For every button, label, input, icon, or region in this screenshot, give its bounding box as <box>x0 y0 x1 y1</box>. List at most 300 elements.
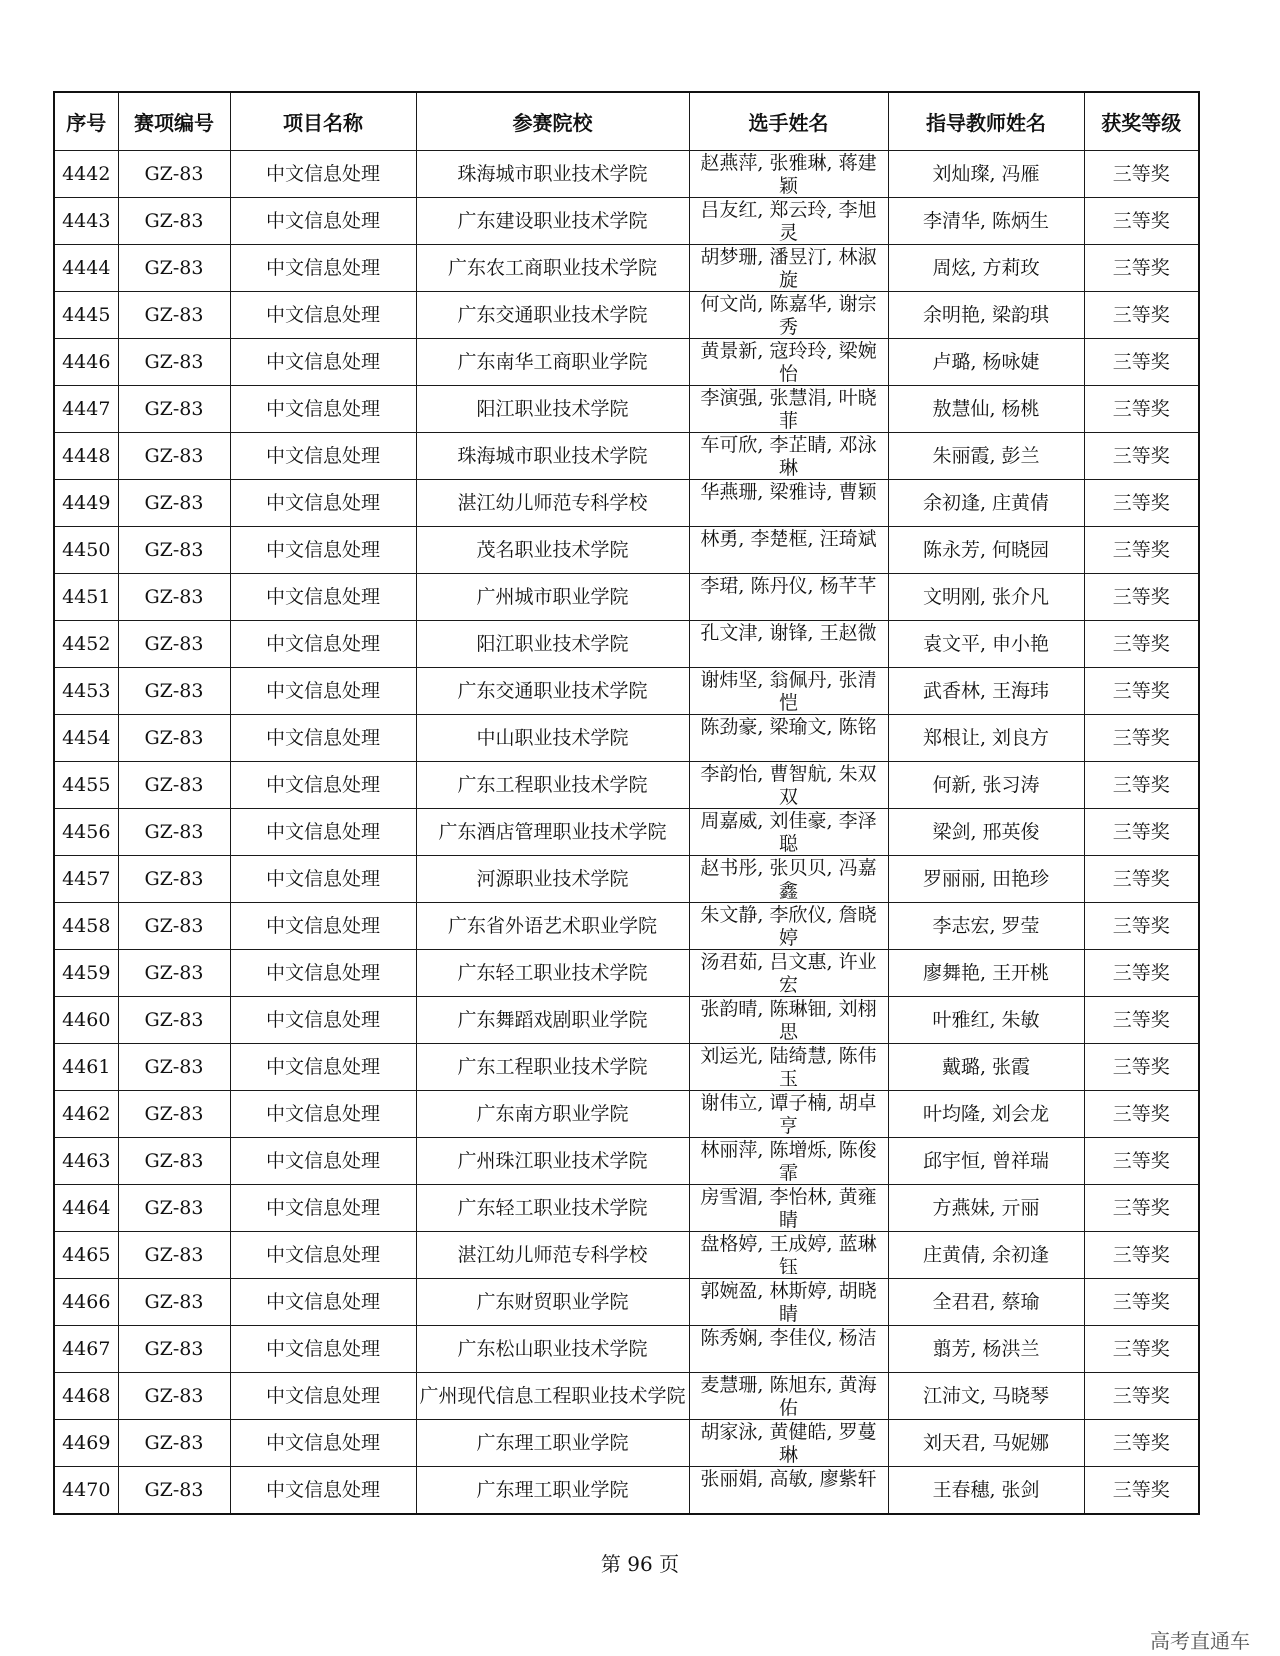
teachers-cell: 廖舞艳, 王开桃 <box>888 950 1084 997</box>
table-row <box>54 715 1199 762</box>
school-cell <box>416 997 689 1044</box>
contestants-cell <box>689 1279 888 1326</box>
event-code-cell: GZ-83 <box>118 245 230 292</box>
school-text: 广东工程职业技术学院 <box>457 773 648 796</box>
award-level-cell: 三等奖 <box>1084 527 1199 574</box>
event-code-cell: GZ-83 <box>118 668 230 715</box>
event-code-cell: GZ-83 <box>118 809 230 856</box>
award-level-cell: 三等奖 <box>1084 997 1199 1044</box>
teachers-cell: 李志宏, 罗莹 <box>888 903 1084 950</box>
school-cell <box>416 1467 689 1515</box>
project-name-cell: 中文信息处理 <box>230 950 416 997</box>
award-level-cell: 三等奖 <box>1084 1091 1199 1138</box>
contestants-cell <box>689 950 888 997</box>
school-text: 广东南方职业学院 <box>476 1102 629 1125</box>
contestants-cell <box>689 1420 888 1467</box>
column-header: 序号 <box>54 92 118 151</box>
event-code-cell: GZ-83 <box>118 903 230 950</box>
school-cell <box>416 292 689 339</box>
column-header: 指导教师姓名 <box>888 92 1084 151</box>
teachers-cell: 卢璐, 杨咏婕 <box>888 339 1084 386</box>
event-code-cell: GZ-83 <box>118 198 230 245</box>
school-text: 中山职业技术学院 <box>476 726 629 749</box>
contestants-text: 林丽萍, 陈增烁, 陈俊霏 <box>700 1139 877 1183</box>
table-row <box>54 1279 1199 1326</box>
school-text: 广东舞蹈戏剧职业学院 <box>457 1008 648 1031</box>
event-code-cell: GZ-83 <box>118 527 230 574</box>
school-cell <box>416 1232 689 1279</box>
school-cell <box>416 339 689 386</box>
award-level-cell: 三等奖 <box>1084 1232 1199 1279</box>
event-code-cell: GZ-83 <box>118 292 230 339</box>
event-code-cell: GZ-83 <box>118 151 230 198</box>
school-cell <box>416 1044 689 1091</box>
contestants-cell <box>689 1185 888 1232</box>
award-level-cell: 三等奖 <box>1084 903 1199 950</box>
school-text: 珠海城市职业技术学院 <box>457 162 648 185</box>
seq-cell: 4464 <box>54 1185 118 1232</box>
table-row <box>54 950 1199 997</box>
seq-cell: 4466 <box>54 1279 118 1326</box>
award-level-cell: 三等奖 <box>1084 386 1199 433</box>
project-name-cell: 中文信息处理 <box>230 1185 416 1232</box>
table-row <box>54 1138 1199 1185</box>
seq-cell: 4445 <box>54 292 118 339</box>
project-name-cell: 中文信息处理 <box>230 339 416 386</box>
seq-cell: 4460 <box>54 997 118 1044</box>
teachers-cell: 全君君, 蔡瑜 <box>888 1279 1084 1326</box>
school-text: 广州现代信息工程职业技术学院 <box>419 1384 686 1407</box>
school-text: 广东农工商职业技术学院 <box>447 256 657 279</box>
project-name-cell: 中文信息处理 <box>230 1091 416 1138</box>
event-code-cell: GZ-83 <box>118 715 230 762</box>
contestants-cell <box>689 1138 888 1185</box>
contestants-cell <box>689 1467 888 1515</box>
school-cell <box>416 1185 689 1232</box>
column-header: 赛项编号 <box>118 92 230 151</box>
table-row <box>54 386 1199 433</box>
award-level-cell: 三等奖 <box>1084 1185 1199 1232</box>
event-code-cell: GZ-83 <box>118 1326 230 1373</box>
award-level-cell: 三等奖 <box>1084 1326 1199 1373</box>
school-cell <box>416 1091 689 1138</box>
award-level-cell: 三等奖 <box>1084 1044 1199 1091</box>
table-row <box>54 668 1199 715</box>
seq-cell: 4454 <box>54 715 118 762</box>
contestants-cell <box>689 856 888 903</box>
teachers-cell: 余初逢, 庄黄倩 <box>888 480 1084 527</box>
watermark: 高考直通车 <box>1150 1629 1250 1653</box>
contestants-cell <box>689 1326 888 1373</box>
award-level-cell: 三等奖 <box>1084 856 1199 903</box>
project-name-cell: 中文信息处理 <box>230 198 416 245</box>
school-cell <box>416 1279 689 1326</box>
seq-cell: 4447 <box>54 386 118 433</box>
project-name-cell: 中文信息处理 <box>230 292 416 339</box>
table-row <box>54 1044 1199 1091</box>
awards-table <box>53 91 1200 1515</box>
award-level-cell: 三等奖 <box>1084 292 1199 339</box>
seq-cell: 4467 <box>54 1326 118 1373</box>
column-header: 项目名称 <box>230 92 416 151</box>
school-cell <box>416 574 689 621</box>
contestants-text: 林勇, 李楚框, 汪琦斌 <box>700 528 877 550</box>
event-code-cell: GZ-83 <box>118 997 230 1044</box>
project-name-cell: 中文信息处理 <box>230 997 416 1044</box>
event-code-cell: GZ-83 <box>118 1185 230 1232</box>
project-name-cell: 中文信息处理 <box>230 1044 416 1091</box>
seq-cell: 4469 <box>54 1420 118 1467</box>
contestants-text: 朱文静, 李欣仪, 詹晓婷 <box>700 904 877 948</box>
seq-cell: 4459 <box>54 950 118 997</box>
contestants-text: 李韵怡, 曹智航, 朱双双 <box>700 763 877 807</box>
award-level-cell: 三等奖 <box>1084 621 1199 668</box>
school-text: 广东理工职业学院 <box>476 1478 629 1501</box>
seq-cell: 4453 <box>54 668 118 715</box>
award-level-cell: 三等奖 <box>1084 762 1199 809</box>
seq-cell: 4443 <box>54 198 118 245</box>
seq-cell: 4468 <box>54 1373 118 1420</box>
table-row <box>54 1467 1199 1515</box>
school-cell <box>416 668 689 715</box>
teachers-cell: 周炫, 方莉玫 <box>888 245 1084 292</box>
event-code-cell: GZ-83 <box>118 480 230 527</box>
table-row <box>54 480 1199 527</box>
table-row <box>54 997 1199 1044</box>
contestants-text: 孔文津, 谢锋, 王赵微 <box>700 622 877 644</box>
teachers-cell: 文明刚, 张介凡 <box>888 574 1084 621</box>
contestants-text: 吕友红, 郑云玲, 李旭灵 <box>700 199 877 243</box>
contestants-cell <box>689 480 888 527</box>
teachers-cell: 刘灿璨, 冯雁 <box>888 151 1084 198</box>
contestants-cell <box>689 339 888 386</box>
contestants-cell <box>689 621 888 668</box>
school-text: 广东财贸职业学院 <box>476 1290 629 1313</box>
school-text: 珠海城市职业技术学院 <box>457 444 648 467</box>
school-text: 广东轻工职业技术学院 <box>457 1196 648 1219</box>
project-name-cell: 中文信息处理 <box>230 621 416 668</box>
event-code-cell: GZ-83 <box>118 621 230 668</box>
contestants-text: 麦慧珊, 陈旭东, 黄海佑 <box>700 1374 877 1418</box>
table-row <box>54 621 1199 668</box>
table-row <box>54 856 1199 903</box>
contestants-cell <box>689 1232 888 1279</box>
school-text: 阳江职业技术学院 <box>476 632 629 655</box>
contestants-text: 张韵晴, 陈琳钿, 刘栩思 <box>700 998 877 1042</box>
table-row <box>54 1420 1199 1467</box>
contestants-text: 胡梦珊, 潘昱汀, 林淑旋 <box>700 246 877 290</box>
column-header: 获奖等级 <box>1084 92 1199 151</box>
school-text: 广东松山职业技术学院 <box>457 1337 648 1360</box>
award-level-cell: 三等奖 <box>1084 1373 1199 1420</box>
table-row <box>54 151 1199 198</box>
school-text: 河源职业技术学院 <box>476 867 629 890</box>
seq-cell: 4456 <box>54 809 118 856</box>
contestants-text: 李珺, 陈丹仪, 杨芊芊 <box>700 575 877 597</box>
seq-cell: 4465 <box>54 1232 118 1279</box>
teachers-cell: 袁文平, 申小艳 <box>888 621 1084 668</box>
contestants-cell <box>689 245 888 292</box>
project-name-cell: 中文信息处理 <box>230 903 416 950</box>
school-cell <box>416 903 689 950</box>
project-name-cell: 中文信息处理 <box>230 856 416 903</box>
contestants-cell <box>689 527 888 574</box>
school-text: 广州珠江职业技术学院 <box>457 1149 648 1172</box>
school-cell <box>416 762 689 809</box>
table-row <box>54 1091 1199 1138</box>
award-level-cell: 三等奖 <box>1084 950 1199 997</box>
seq-cell: 4470 <box>54 1467 118 1515</box>
seq-cell: 4462 <box>54 1091 118 1138</box>
contestants-text: 盘格婷, 王成婷, 蓝琳钰 <box>700 1233 877 1277</box>
seq-cell: 4451 <box>54 574 118 621</box>
event-code-cell: GZ-83 <box>118 433 230 480</box>
contestants-cell <box>689 198 888 245</box>
school-cell <box>416 1373 689 1420</box>
seq-cell: 4455 <box>54 762 118 809</box>
page-number: 第 96 页 <box>600 1552 680 1576</box>
seq-cell: 4442 <box>54 151 118 198</box>
table-row <box>54 1326 1199 1373</box>
event-code-cell: GZ-83 <box>118 1091 230 1138</box>
contestants-text: 李演强, 张慧涓, 叶晓菲 <box>700 387 877 431</box>
contestants-text: 陈秀娴, 李佳仪, 杨洁 <box>700 1327 877 1349</box>
project-name-cell: 中文信息处理 <box>230 433 416 480</box>
contestants-text: 谢炜坚, 翁佩丹, 张清恺 <box>700 669 877 713</box>
award-level-cell: 三等奖 <box>1084 1138 1199 1185</box>
school-cell <box>416 856 689 903</box>
school-cell <box>416 480 689 527</box>
seq-cell: 4461 <box>54 1044 118 1091</box>
contestants-text: 赵书彤, 张贝贝, 冯嘉鑫 <box>700 857 877 901</box>
table-row <box>54 903 1199 950</box>
teachers-cell: 戴璐, 张霞 <box>888 1044 1084 1091</box>
teachers-cell: 梁剑, 邢英俊 <box>888 809 1084 856</box>
award-level-cell: 三等奖 <box>1084 1420 1199 1467</box>
teachers-cell: 庄黄倩, 余初逢 <box>888 1232 1084 1279</box>
school-text: 茂名职业技术学院 <box>476 538 629 561</box>
award-level-cell: 三等奖 <box>1084 715 1199 762</box>
seq-cell: 4452 <box>54 621 118 668</box>
award-level-cell: 三等奖 <box>1084 480 1199 527</box>
contestants-text: 周嘉威, 刘佳豪, 李泽聪 <box>700 810 877 854</box>
contestants-cell <box>689 1091 888 1138</box>
teachers-cell: 叶雅红, 朱敏 <box>888 997 1084 1044</box>
award-level-cell: 三等奖 <box>1084 809 1199 856</box>
project-name-cell: 中文信息处理 <box>230 668 416 715</box>
event-code-cell: GZ-83 <box>118 386 230 433</box>
school-cell <box>416 433 689 480</box>
contestants-text: 黄景新, 寇玲玲, 梁婉怡 <box>700 340 877 384</box>
school-text: 广东交通职业技术学院 <box>457 303 648 326</box>
event-code-cell: GZ-83 <box>118 1373 230 1420</box>
seq-cell: 4457 <box>54 856 118 903</box>
table-body <box>54 151 1199 1515</box>
table-row <box>54 198 1199 245</box>
school-cell <box>416 151 689 198</box>
award-level-cell: 三等奖 <box>1084 1467 1199 1515</box>
award-level-cell: 三等奖 <box>1084 198 1199 245</box>
table-row <box>54 762 1199 809</box>
table-row <box>54 809 1199 856</box>
column-header: 参赛院校 <box>416 92 689 151</box>
table-row <box>54 527 1199 574</box>
project-name-cell: 中文信息处理 <box>230 1467 416 1515</box>
contestants-cell <box>689 386 888 433</box>
project-name-cell: 中文信息处理 <box>230 1373 416 1420</box>
award-level-cell: 三等奖 <box>1084 339 1199 386</box>
school-text: 湛江幼儿师范专科学校 <box>457 491 648 514</box>
contestants-text: 郭婉盈, 林斯婷, 胡晓睛 <box>700 1280 877 1324</box>
seq-cell: 4450 <box>54 527 118 574</box>
seq-cell: 4449 <box>54 480 118 527</box>
contestants-cell <box>689 715 888 762</box>
table-row <box>54 1232 1199 1279</box>
table-row <box>54 292 1199 339</box>
school-cell <box>416 386 689 433</box>
project-name-cell: 中文信息处理 <box>230 480 416 527</box>
school-text: 广东理工职业学院 <box>476 1431 629 1454</box>
project-name-cell: 中文信息处理 <box>230 809 416 856</box>
teachers-cell: 刘天君, 马妮娜 <box>888 1420 1084 1467</box>
school-cell <box>416 245 689 292</box>
project-name-cell: 中文信息处理 <box>230 1279 416 1326</box>
teachers-cell: 江沛文, 马晓琴 <box>888 1373 1084 1420</box>
table-row <box>54 1373 1199 1420</box>
seq-cell: 4458 <box>54 903 118 950</box>
table-row <box>54 1185 1199 1232</box>
school-cell <box>416 1138 689 1185</box>
award-level-cell: 三等奖 <box>1084 1279 1199 1326</box>
teachers-cell: 邱宇恒, 曾祥瑞 <box>888 1138 1084 1185</box>
school-text: 广东工程职业技术学院 <box>457 1055 648 1078</box>
contestants-cell <box>689 903 888 950</box>
project-name-cell: 中文信息处理 <box>230 245 416 292</box>
contestants-cell <box>689 762 888 809</box>
award-level-cell: 三等奖 <box>1084 245 1199 292</box>
event-code-cell: GZ-83 <box>118 950 230 997</box>
contestants-cell <box>689 997 888 1044</box>
school-cell <box>416 1326 689 1373</box>
teachers-cell: 武香林, 王海玮 <box>888 668 1084 715</box>
project-name-cell: 中文信息处理 <box>230 715 416 762</box>
teachers-cell: 郑根让, 刘良方 <box>888 715 1084 762</box>
project-name-cell: 中文信息处理 <box>230 151 416 198</box>
project-name-cell: 中文信息处理 <box>230 574 416 621</box>
school-text: 湛江幼儿师范专科学校 <box>457 1243 648 1266</box>
teachers-cell: 翦芳, 杨洪兰 <box>888 1326 1084 1373</box>
school-text: 广东轻工职业技术学院 <box>457 961 648 984</box>
contestants-cell <box>689 574 888 621</box>
award-level-cell: 三等奖 <box>1084 574 1199 621</box>
seq-cell: 4446 <box>54 339 118 386</box>
project-name-cell: 中文信息处理 <box>230 762 416 809</box>
contestants-text: 何文尚, 陈嘉华, 谢宗秀 <box>700 293 877 337</box>
project-name-cell: 中文信息处理 <box>230 527 416 574</box>
teachers-cell: 叶均隆, 刘会龙 <box>888 1091 1084 1138</box>
contestants-cell <box>689 292 888 339</box>
school-cell <box>416 715 689 762</box>
contestants-text: 房雪湄, 李怡林, 黄雍睛 <box>700 1186 877 1230</box>
table-row <box>54 574 1199 621</box>
teachers-cell: 王春穗, 张剑 <box>888 1467 1084 1515</box>
seq-cell: 4448 <box>54 433 118 480</box>
school-text: 广东南华工商职业学院 <box>457 350 648 373</box>
teachers-cell: 何新, 张习涛 <box>888 762 1084 809</box>
school-cell <box>416 527 689 574</box>
project-name-cell: 中文信息处理 <box>230 1420 416 1467</box>
project-name-cell: 中文信息处理 <box>230 1232 416 1279</box>
school-text: 阳江职业技术学院 <box>476 397 629 420</box>
contestants-cell <box>689 668 888 715</box>
school-text: 广州城市职业学院 <box>476 585 629 608</box>
school-text: 广东交通职业技术学院 <box>457 679 648 702</box>
event-code-cell: GZ-83 <box>118 762 230 809</box>
teachers-cell: 陈永芳, 何晓园 <box>888 527 1084 574</box>
contestants-cell <box>689 1373 888 1420</box>
contestants-cell <box>689 433 888 480</box>
school-cell <box>416 809 689 856</box>
school-text: 广东酒店管理职业技术学院 <box>438 820 667 843</box>
award-level-cell: 三等奖 <box>1084 668 1199 715</box>
school-cell <box>416 1420 689 1467</box>
award-level-cell: 三等奖 <box>1084 151 1199 198</box>
contestants-text: 陈劲豪, 梁瑜文, 陈铭 <box>700 716 877 738</box>
school-cell <box>416 621 689 668</box>
contestants-text: 华燕珊, 梁雅诗, 曹颖 <box>700 481 877 503</box>
contestants-text: 胡家泳, 黄健皓, 罗蔓琳 <box>700 1421 877 1465</box>
project-name-cell: 中文信息处理 <box>230 1326 416 1373</box>
school-text: 广东建设职业技术学院 <box>457 209 648 232</box>
school-cell <box>416 198 689 245</box>
contestants-cell <box>689 151 888 198</box>
contestants-text: 张丽娟, 高敏, 廖紫轩 <box>700 1468 877 1490</box>
seq-cell: 4463 <box>54 1138 118 1185</box>
project-name-cell: 中文信息处理 <box>230 386 416 433</box>
event-code-cell: GZ-83 <box>118 1467 230 1515</box>
contestants-text: 汤君茹, 吕文惠, 许业宏 <box>700 951 877 995</box>
event-code-cell: GZ-83 <box>118 856 230 903</box>
project-name-cell: 中文信息处理 <box>230 1138 416 1185</box>
table-header-row <box>54 92 1199 151</box>
contestants-text: 刘运光, 陆绮慧, 陈伟玉 <box>700 1045 877 1089</box>
teachers-cell: 李清华, 陈炳生 <box>888 198 1084 245</box>
table-row <box>54 433 1199 480</box>
teachers-cell: 朱丽霞, 彭兰 <box>888 433 1084 480</box>
contestants-text: 车可欣, 李芷睛, 邓泳琳 <box>700 434 877 478</box>
teachers-cell: 余明艳, 梁韵琪 <box>888 292 1084 339</box>
award-level-cell: 三等奖 <box>1084 433 1199 480</box>
table-row <box>54 245 1199 292</box>
teachers-cell: 方燕妹, 亓丽 <box>888 1185 1084 1232</box>
school-cell <box>416 950 689 997</box>
seq-cell: 4444 <box>54 245 118 292</box>
contestants-text: 赵燕萍, 张雅琳, 蒋建颖 <box>700 152 877 196</box>
event-code-cell: GZ-83 <box>118 1044 230 1091</box>
teachers-cell: 敖慧仙, 杨桃 <box>888 386 1084 433</box>
column-header: 选手姓名 <box>689 92 888 151</box>
event-code-cell: GZ-83 <box>118 339 230 386</box>
contestants-cell <box>689 809 888 856</box>
contestants-cell <box>689 1044 888 1091</box>
table-row <box>54 339 1199 386</box>
school-text: 广东省外语艺术职业学院 <box>447 914 657 937</box>
event-code-cell: GZ-83 <box>118 1138 230 1185</box>
event-code-cell: GZ-83 <box>118 1232 230 1279</box>
contestants-text: 谢伟立, 谭子楠, 胡卓亨 <box>700 1092 877 1136</box>
event-code-cell: GZ-83 <box>118 1420 230 1467</box>
teachers-cell: 罗丽丽, 田艳珍 <box>888 856 1084 903</box>
